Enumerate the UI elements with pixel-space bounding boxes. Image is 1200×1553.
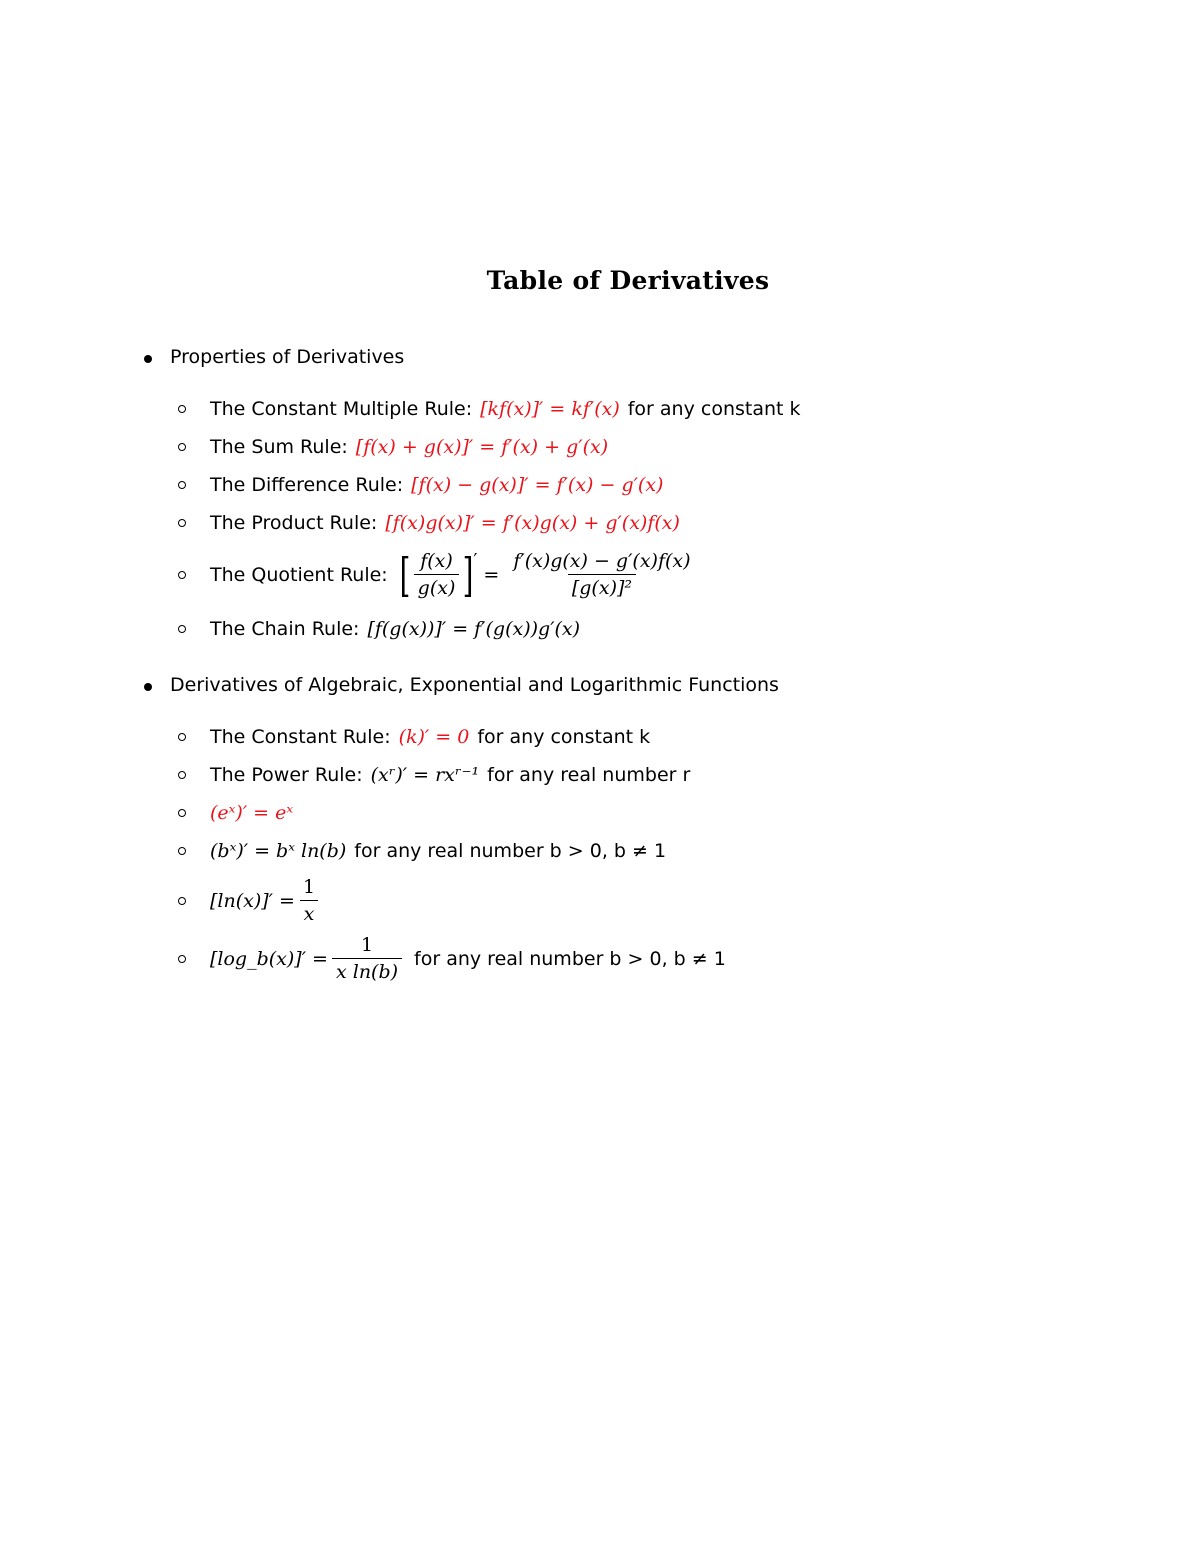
section-heading-label: Properties of Derivatives [170,346,405,368]
circle-bullet-icon [178,625,186,633]
rule-formula: [f(x) + g(x)]′ = f′(x) + g′(x) [355,436,609,458]
list-item-exp-e [180,802,293,824]
list-item-power-rule [180,764,690,786]
rule-label: The Product Rule: [210,512,378,534]
circle-bullet-icon [178,481,186,489]
fraction-numerator: 1 [360,934,374,956]
left-bracket: [ [399,547,411,602]
rhs-denominator: [g(x)]² [568,574,636,599]
rule-suffix: for any constant k [627,398,801,420]
rule-formula: [kf(x)]′ = kf′(x) [480,398,620,420]
list-item-chain [180,618,580,640]
rule-suffix: for any real number b > 0, b ≠ 1 [414,947,726,970]
lhs-fraction [414,550,460,599]
rule-formula-lhs: [log_b(x)]′ = [210,947,328,970]
rule-label: The Power Rule: [210,764,363,786]
rule-formula: [f(g(x))]′ = f′(g(x))g′(x) [367,618,581,640]
list-item-log-b [180,934,726,983]
list-item-sum [180,436,608,458]
list-item-difference [180,474,663,496]
lhs-denominator: g(x) [414,574,460,599]
right-bracket: ] [462,547,474,602]
lhs-numerator: f(x) [420,550,453,572]
rule-formula: [f(x) − g(x)]′ = f′(x) − g′(x) [411,474,664,496]
rhs-fraction [509,550,694,599]
circle-bullet-icon [178,733,186,741]
rule-formula: (bˣ)′ = bˣ ln(b) [210,840,347,862]
rule-label: The Constant Rule: [210,726,391,748]
rule-suffix: for any constant k [477,726,651,748]
circle-bullet-icon [178,955,186,963]
circle-bullet-icon [178,897,186,905]
list-item-product [180,512,680,534]
prime-mark: ′ [473,550,478,571]
circle-bullet-icon [178,443,186,451]
rule-label: The Sum Rule: [210,436,348,458]
rule-label: The Chain Rule: [210,618,360,640]
rhs-numerator: f′(x)g(x) − g′(x)f(x) [513,550,691,572]
list-item-constant-rule [180,726,650,748]
circle-bullet-icon [178,847,186,855]
fraction-denominator: x [300,900,319,925]
quotient-formula [396,547,699,602]
fraction-denominator: x ln(b) [332,958,402,983]
list-item-ln [180,876,323,925]
list-item-constant-multiple [180,398,801,420]
equals-sign: = [483,563,500,586]
fraction-numerator: 1 [302,876,316,898]
section-heading-label: Derivatives of Algebraic, Exponential and Logarithmic Functions [170,674,779,696]
circle-bullet-icon [178,405,186,413]
circle-bullet-icon [178,519,186,527]
bullet-icon [144,683,152,691]
circle-bullet-icon [178,571,186,579]
rule-fraction [299,876,319,925]
list-item-exp-b [180,840,666,862]
rule-suffix: for any real number b > 0, b ≠ 1 [354,840,667,862]
rule-formula: (eˣ)′ = eˣ [210,802,294,824]
circle-bullet-icon [178,771,186,779]
circle-bullet-icon [178,809,186,817]
rule-formula-lhs: [ln(x)]′ = [210,889,295,912]
rule-label: The Difference Rule: [210,474,404,496]
rule-fraction [332,934,402,983]
rule-suffix: for any real number r [487,764,691,786]
rule-label: The Quotient Rule: [210,563,388,586]
rule-formula: [f(x)g(x)]′ = f′(x)g(x) + g′(x)f(x) [385,512,680,534]
rule-formula: (k)′ = 0 [398,726,470,748]
list-item-quotient [180,547,699,602]
rule-label: The Constant Multiple Rule: [210,398,473,420]
rule-formula: (xʳ)′ = rxʳ⁻¹ [370,764,480,786]
bullet-icon [144,355,152,363]
page-title: Table of Derivatives [486,266,770,295]
